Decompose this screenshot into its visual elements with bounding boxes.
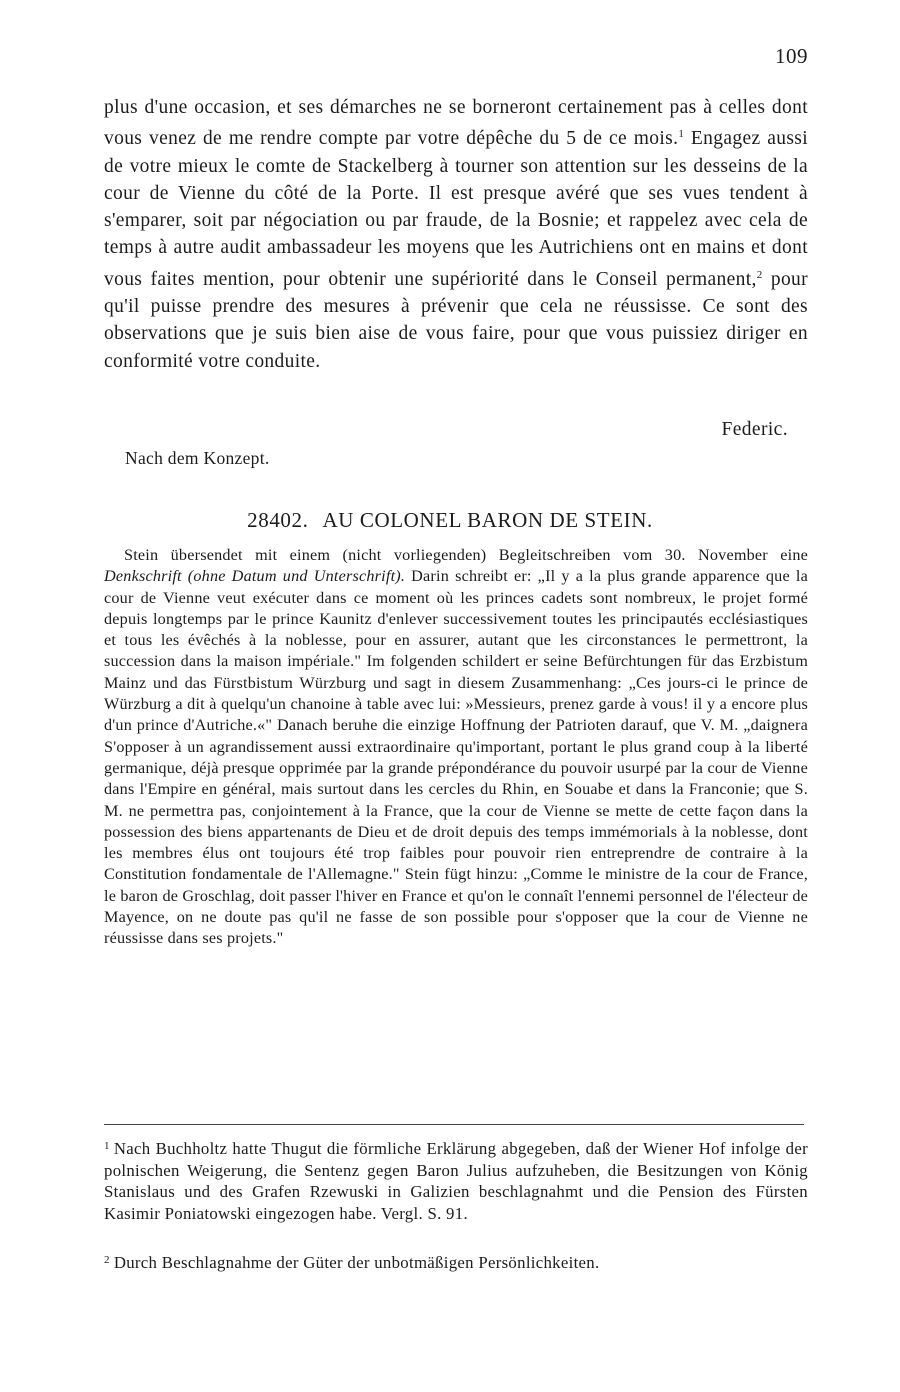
section-heading bbox=[0, 508, 900, 533]
summary-paragraph bbox=[104, 545, 808, 950]
summary-text-part-1: Stein übersendet mit einem (nicht vorliegenden) Begleitschreiben vom 30. November eine bbox=[124, 546, 808, 564]
footnote-reference-2: 2 bbox=[756, 268, 763, 281]
heading-title: AU COLONEL BARON DE STEIN. bbox=[322, 508, 653, 532]
source-note: Nach dem Konzept. bbox=[125, 448, 270, 468]
summary-italic-text: Denkschrift (ohne Datum und Unterschrift). bbox=[104, 567, 406, 586]
document-number: 28402. bbox=[247, 508, 309, 532]
footnote-1 bbox=[104, 1136, 808, 1224]
footnote-2 bbox=[104, 1250, 808, 1274]
footnote-divider bbox=[104, 1124, 804, 1125]
page-number: 109 bbox=[775, 44, 808, 68]
signature: Federic. bbox=[721, 419, 788, 440]
summary-text-part-2: Darin schreibt er: „Il y a la plus grande apparence que la cour de Vienne veut exécuter dans ce moment où les princes cadets sont nombreux, le projet formé depuis longtemps par le prince Kaunitz d'enlever successivement toutes les principautés ecclésiastiques et tous les évêchés à la noblesse, pour en assurer, autant que les circonstances le permettront, la succession dans la maison impériale." Im folgenden schildert er seine Befürchtungen für das Erzbistum Mainz und das Fürstbistum Würzburg und sagt in diesem Zusammenhang: „Ces jours-ci le prince de Würzburg a dit à quelqu'un chanoine à table avec lui: »Messieurs, prenez garde à vous! il y a encore plus d'un prince d'Autriche.«" Danach beruhe die einzige Hoffnung der Patrioten darauf, que V. M. „daignera S'opposer à un agrandissement aussi extraordinaire qu'important, portant le plus grand coup à la liberté germanique, déjà presque opprimée par la grande prépondérance du pouvoir usurpé par la cour de Vienne dans l'Empire en général, mais surtout dans les cercles du Rhin, en Souabe et dans la Franconie; que S. M. ne permettra pas, conjointement à la France, que la cour de Vienne se mette de cette façon dans la possession des biens appartenants de Dieu et de droit depuis des temps immémorials à la noblesse, dont les membres élus ont toujours été trop faibles pour pouvoir rien entreprendre de contraire à la Constitution fondamentale de l'Allemagne." Stein fügt hinzu: „Comme le ministre de la cour de France, le baron de Groschlag, doit passer l'hiver en France et qu'on le connaît l'ennemi personnel de l'électeur de Mayence, on ne doute pas qu'il ne fasse de son possible pour s'opposer que la cour de Vienne ne réussisse dans ses projets." bbox=[104, 567, 808, 948]
footnote-text-1: Nach Buchholtz hatte Thugut die förmliche Erklärung abgegeben, daß der Wiener Hof infolge der polnischen Weigerung, die Sentenz gegen Baron Julius aufzuheben, die Besitzungen von König Stanislaus und des Grafen Rzewuski in Galizien beschlagnahmt und die Pension des Fürsten Kasimir Poniatowski eingezogen habe. Vergl. S. 91. bbox=[104, 1139, 808, 1223]
footnote-marker-2: 2 bbox=[104, 1254, 110, 1266]
footnote-marker-1: 1 bbox=[104, 1140, 110, 1152]
footnote-reference-1: 1 bbox=[678, 128, 685, 141]
letter-text-part-3: pour qu'il puisse prendre des mesures à prévenir que cela ne réussisse. Ce sont des observations que je suis bien aise de vous faire, pour que vous puissiez diriger en conformité votre conduite. bbox=[104, 268, 808, 372]
letter-paragraph bbox=[104, 94, 808, 375]
letter-text-part-2: Engagez aussi de votre mieux le comte de Stackelberg à tourner son attention sur les desseins de la cour de Vienne du côté de la Porte. Il est presque avéré que ses vues tendent à s'emparer, soit par négociation ou par fraude, de la Bosnie; et rappelez avec cela de temps à autre audit ambassadeur les moyens que les Autrichiens ont en mains et dont vous faites mention, pour obtenir une supériorité dans le Conseil permanent, bbox=[104, 128, 809, 290]
footnote-text-2: Durch Beschlagnahme der Güter der unbotmäßigen Persönlichkeiten. bbox=[113, 1253, 600, 1272]
letter-text-part-1: plus d'une occasion, et ses démarches ne se borneront certainement pas à celles dont vous venez de me rendre compte par votre dépêche du 5 de ce mois. bbox=[104, 97, 808, 150]
